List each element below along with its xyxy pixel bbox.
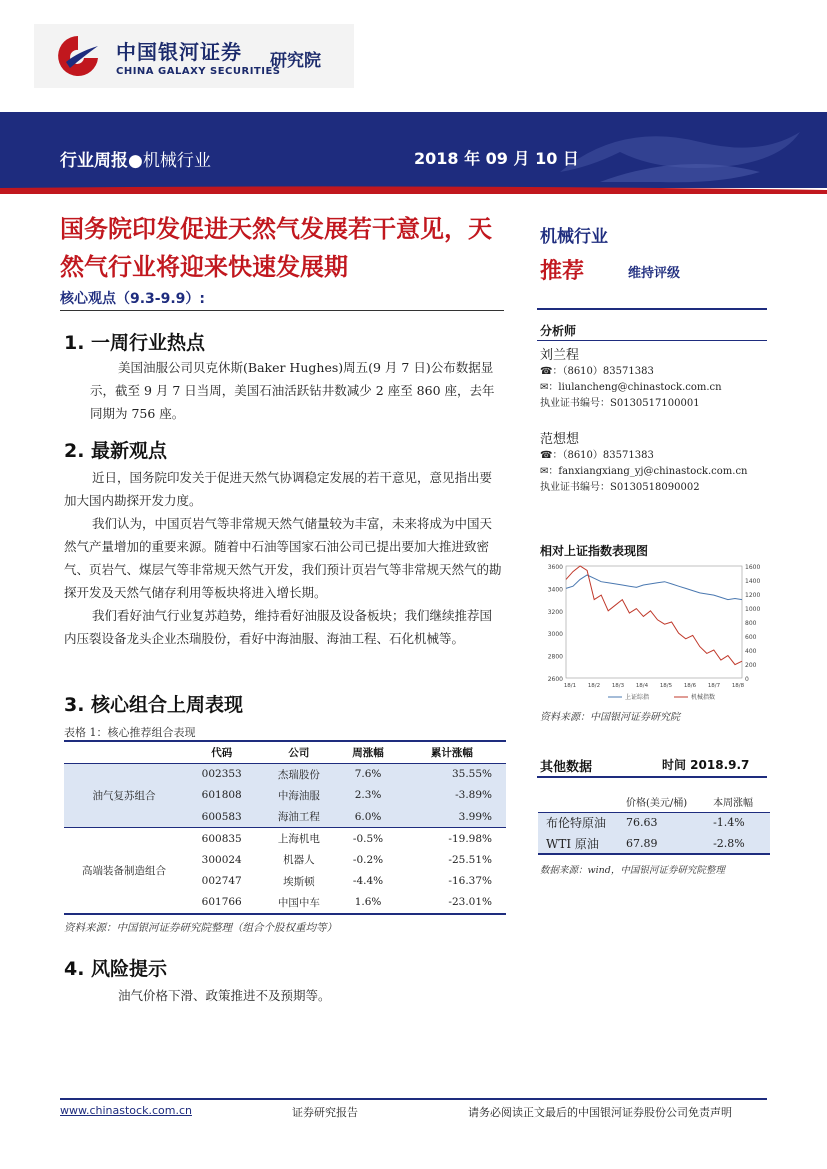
group-label: 高端装备制造组合 bbox=[64, 828, 184, 914]
cell-name: WTI 原油 bbox=[538, 833, 626, 854]
table-header: 公司 bbox=[259, 741, 338, 763]
section-2-title: 2. 最新观点 bbox=[64, 440, 168, 462]
legend-label: 上证综指 bbox=[625, 694, 650, 701]
table-header bbox=[64, 741, 184, 763]
footer-site-link[interactable]: www.chinastock.com.cn bbox=[60, 1104, 192, 1117]
cell-code: 600583 bbox=[184, 806, 259, 828]
footer-doc-type: 证券研究报告 bbox=[292, 1106, 358, 1119]
series-line bbox=[566, 566, 742, 665]
table-header: 价格(美元/桶) bbox=[626, 792, 713, 812]
band-industry: 机械行业 bbox=[142, 151, 211, 171]
x-tick-label: 18/1 bbox=[563, 683, 577, 689]
cell-price: 67.89 bbox=[626, 833, 713, 854]
section-1-body bbox=[90, 356, 504, 425]
y-left-tick-label: 3000 bbox=[547, 631, 563, 639]
analyst-cert: 执业证书编号：S0130518090002 bbox=[540, 482, 700, 493]
y-left-tick-label: 3400 bbox=[547, 586, 563, 594]
right-divider bbox=[537, 340, 767, 341]
paragraph: 我们看好油气行业复苏趋势，维持看好油服及设备板块；我们继续推荐国内压裂设备龙头企业杰瑞股份，看好中海油服、海油工程、石化机械等。 bbox=[64, 608, 493, 646]
red-stripe bbox=[0, 184, 827, 194]
cell-week: -0.2% bbox=[352, 853, 384, 866]
table-row bbox=[538, 812, 770, 833]
right-industry: 机械行业 bbox=[540, 227, 608, 247]
chart-title: 相对上证指数表现图 bbox=[540, 544, 649, 558]
y-right-tick-label: 400 bbox=[745, 648, 757, 655]
cell-name: 杰瑞股份 bbox=[259, 763, 338, 785]
cell-total: -23.01% bbox=[398, 892, 506, 914]
legend-label: 机械指数 bbox=[691, 694, 716, 701]
table-header: 周涨幅 bbox=[338, 741, 397, 763]
section-2-body bbox=[64, 466, 504, 650]
core-label: 核心观点（9.3-9.9）: bbox=[60, 291, 206, 307]
y-right-tick-label: 1200 bbox=[745, 592, 761, 599]
cell-code: 600835 bbox=[184, 828, 259, 850]
cell-total: -25.51% bbox=[448, 853, 492, 866]
section-4-title: 4. 风险提示 bbox=[64, 958, 168, 980]
cell-name: 海油工程 bbox=[259, 806, 338, 828]
cell-week: 7.6% bbox=[338, 763, 397, 785]
x-tick-label: 18/7 bbox=[707, 683, 721, 689]
analyst-email[interactable]: ✉：liulancheng@chinastock.com.cn bbox=[540, 382, 722, 393]
logo-cn-text: 中国银河证券 bbox=[116, 40, 242, 64]
cell-name: 机器人 bbox=[283, 854, 315, 867]
report-type: 行业周报●机械行业 bbox=[60, 151, 211, 171]
analyst-name: 刘兰程 bbox=[540, 348, 580, 363]
table-caption: 表格 1：核心推荐组合表现 bbox=[64, 726, 196, 739]
analyst-email[interactable]: ✉：fanxiangxiang_yj@chinastock.com.cn bbox=[540, 466, 748, 477]
cell-total: -16.37% bbox=[448, 875, 492, 888]
other-data-title: 其他数据 bbox=[540, 760, 593, 775]
paragraph: 油气价格下滑、政策推进不及预期等。 bbox=[118, 988, 331, 1003]
oil-price-table bbox=[538, 792, 770, 855]
analyst-phone: ☎：（8610）83571383 bbox=[540, 366, 654, 377]
analyst-phone: ☎：（8610）83571383 bbox=[540, 450, 654, 461]
table-row bbox=[64, 828, 506, 850]
table-source: 资料来源：中国银河证券研究院整理（组合个股权重均等） bbox=[64, 922, 337, 934]
cell-price: 76.63 bbox=[626, 812, 713, 833]
x-tick-label: 18/5 bbox=[659, 683, 673, 689]
logo-en-text: CHINA GALAXY SECURITIES bbox=[116, 66, 281, 77]
headline: 国务院印发促进天然气发展若干意见，天然气行业将迎来快速发展期 bbox=[60, 215, 492, 281]
section-3-title: 3. 核心组合上周表现 bbox=[64, 694, 244, 716]
analyst-label: 分析师 bbox=[540, 324, 577, 338]
portfolio-table bbox=[64, 740, 506, 915]
y-right-tick-label: 1000 bbox=[745, 606, 761, 613]
cell-week: 6.0% bbox=[338, 806, 397, 828]
cell-change: -2.8% bbox=[713, 833, 770, 854]
y-left-tick-label: 3600 bbox=[547, 564, 563, 571]
cell-name: 中海油服 bbox=[259, 785, 338, 807]
x-tick-label: 18/3 bbox=[611, 683, 625, 689]
series-line bbox=[566, 575, 742, 600]
cell-code: 601808 bbox=[184, 785, 259, 807]
table-header bbox=[538, 792, 626, 812]
cell-name: 中国中车 bbox=[259, 892, 338, 914]
section-4-body bbox=[90, 984, 504, 1007]
other-data-source: 数据来源：wind，中国银河证券研究院整理 bbox=[540, 865, 725, 876]
table-row bbox=[64, 763, 506, 785]
y-right-tick-label: 0 bbox=[745, 676, 749, 683]
cell-total: 3.99% bbox=[398, 806, 506, 828]
cell-week: -0.5% bbox=[338, 828, 397, 850]
x-tick-label: 18/2 bbox=[587, 683, 601, 689]
cell-change: -1.4% bbox=[713, 812, 770, 833]
y-right-tick-label: 1400 bbox=[745, 578, 761, 585]
plot-frame bbox=[566, 566, 742, 678]
group-label: 油气复苏组合 bbox=[64, 763, 184, 828]
cell-name: 布伦特原油 bbox=[538, 812, 626, 833]
chart-source: 资料来源：中国银河证券研究院 bbox=[540, 712, 680, 723]
x-tick-label: 18/8 bbox=[731, 683, 745, 689]
x-tick-label: 18/6 bbox=[683, 683, 697, 689]
cell-name: 上海机电 bbox=[259, 828, 338, 850]
rating-keep: 维持评级 bbox=[628, 266, 681, 281]
table-row bbox=[538, 833, 770, 854]
cell-code: 300024 bbox=[201, 853, 242, 866]
section-1-title: 1. 一周行业热点 bbox=[64, 332, 206, 354]
right-divider bbox=[537, 308, 767, 310]
cell-code: 601766 bbox=[184, 892, 259, 914]
report-date: 2018 年 09 月 10 日 bbox=[414, 149, 579, 168]
institute-label: 研究院 bbox=[270, 51, 321, 71]
cell-total: -3.89% bbox=[398, 785, 506, 807]
relative-performance-chart bbox=[538, 560, 770, 704]
cell-code: 002747 bbox=[201, 875, 242, 888]
cell-week: 2.3% bbox=[338, 785, 397, 807]
x-tick-label: 18/4 bbox=[635, 683, 649, 689]
analyst-name: 范想想 bbox=[540, 432, 580, 447]
rating: 推荐 bbox=[540, 259, 585, 284]
table-header-row bbox=[538, 792, 770, 812]
galaxy-logo-icon bbox=[54, 32, 102, 80]
table-header: 代码 bbox=[184, 741, 259, 763]
paragraph: 我们认为，中国页岩气等非常规天然气储量较为丰富，未来将成为中国天然气产量增加的重要来源。随着中石油等国家石油公司已提出要加大推进致密气、页岩气、煤层气等非常规天然气开发，我们预计页岩气等非常规天然气的勘探开发及天然气储存利用等板块将进入增长期。 bbox=[64, 516, 502, 600]
cell-week: 1.6% bbox=[338, 892, 397, 914]
cell-week: -4.4% bbox=[352, 875, 384, 888]
y-right-tick-label: 200 bbox=[745, 662, 757, 669]
footer-disclaimer: 请务必阅读正文最后的中国银河证券股份公司免责声明 bbox=[468, 1106, 732, 1119]
analyst-cert: 执业证书编号：S0130517100001 bbox=[540, 398, 700, 409]
right-divider bbox=[537, 776, 767, 778]
y-right-tick-label: 800 bbox=[745, 620, 757, 627]
table-header: 累计涨幅 bbox=[398, 741, 506, 763]
y-left-tick-label: 2600 bbox=[547, 676, 563, 683]
table-header: 本周涨幅 bbox=[713, 792, 770, 812]
paragraph: 近日，国务院印发关于促进天然气协调稳定发展的若干意见，意见指出要加大国内勘探开发力度。 bbox=[64, 470, 493, 508]
cell-name: 埃斯顿 bbox=[283, 875, 315, 888]
cell-total: -19.98% bbox=[398, 828, 506, 850]
table-header-row bbox=[64, 741, 506, 763]
y-left-tick-label: 2800 bbox=[547, 653, 563, 661]
y-right-tick-label: 1600 bbox=[745, 564, 761, 571]
logo-block bbox=[34, 24, 354, 88]
cell-total: 35.55% bbox=[398, 763, 506, 785]
cell-code: 002353 bbox=[184, 763, 259, 785]
y-left-tick-label: 3200 bbox=[547, 608, 563, 616]
other-data-time: 时间 2018.9.7 bbox=[662, 758, 750, 772]
footer-divider bbox=[60, 1098, 767, 1100]
y-right-tick-label: 600 bbox=[745, 634, 757, 641]
paragraph: 美国油服公司贝克休斯(Baker Hughes)周五(9 月 7 日)公布数据显示，截至 9 月 7 日当周，美国石油活跃钻井数减少 2 座至 860 座，去年同期为 756 座。 bbox=[90, 360, 495, 421]
divider bbox=[60, 310, 504, 311]
